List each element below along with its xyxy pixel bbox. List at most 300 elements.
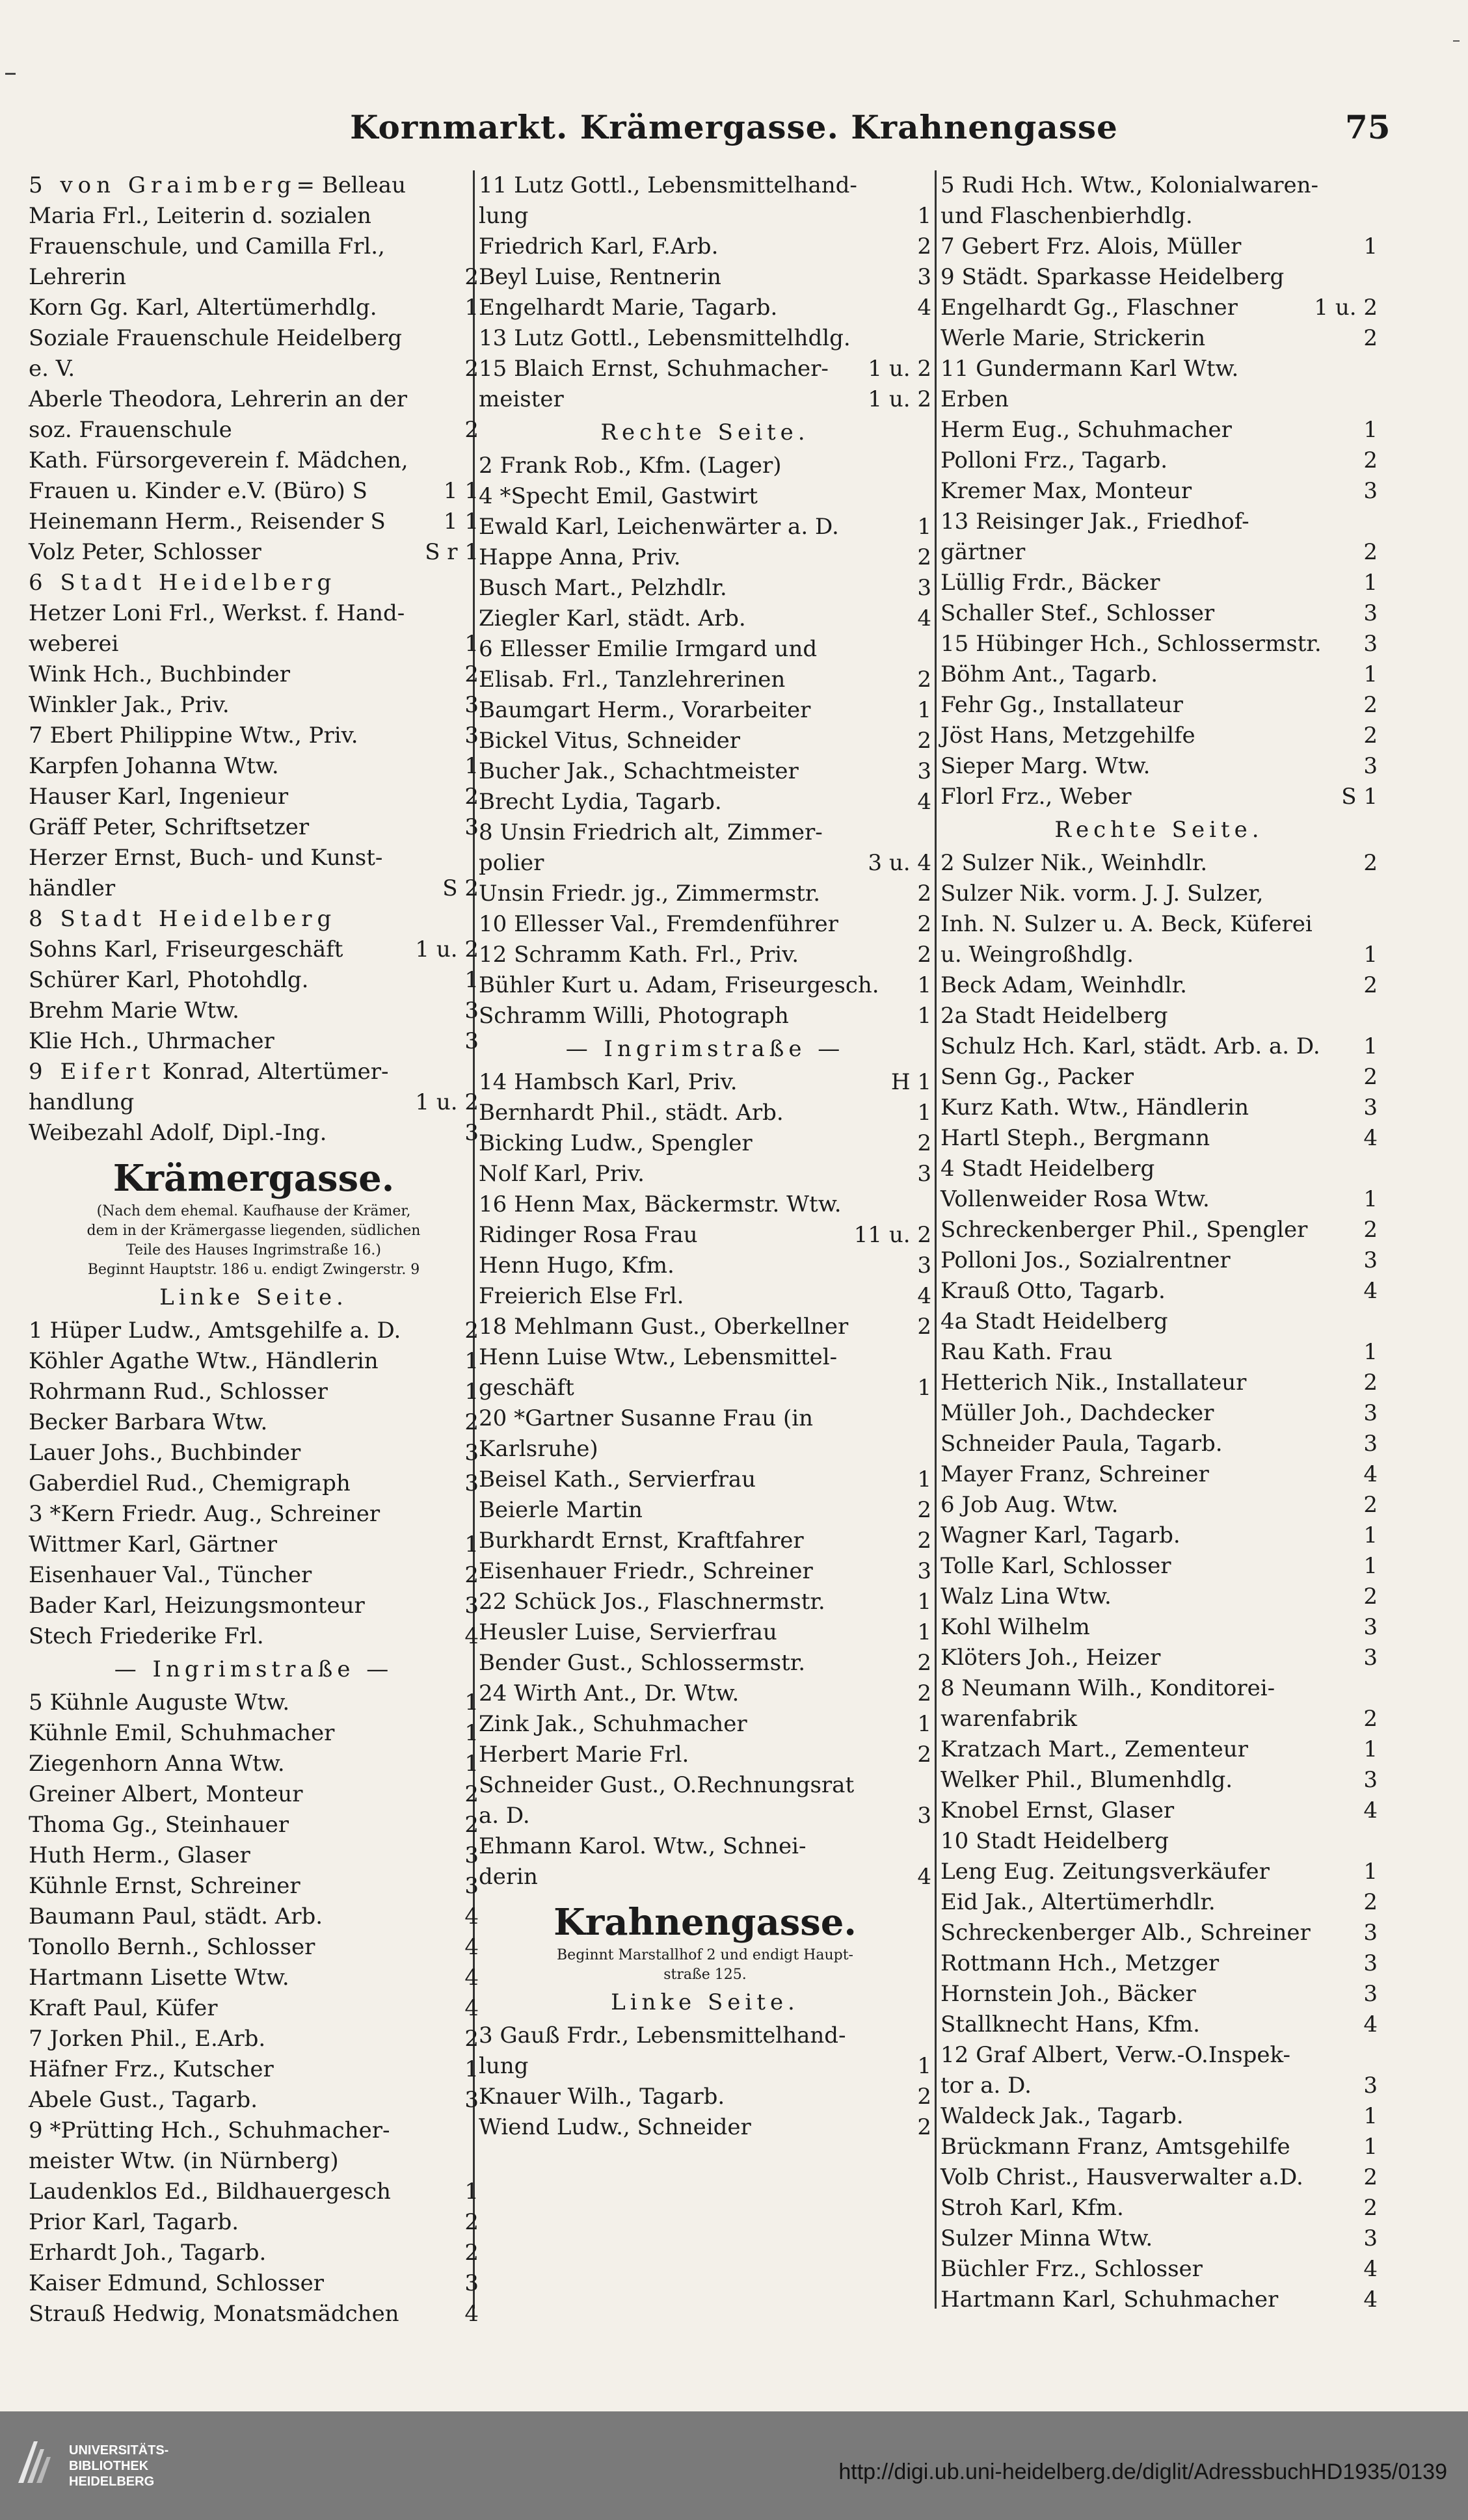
floor-number: 1 bbox=[464, 2179, 479, 2205]
entry-text: 13 Reisinger Jak., Friedhof- bbox=[941, 509, 1249, 535]
directory-entry bbox=[941, 1887, 1378, 1918]
floor-number: 3 bbox=[1363, 1920, 1378, 1946]
entry-text: 15 Hübinger Hch., Schlossermstr. bbox=[941, 631, 1322, 657]
entry-text: Kurz Kath. Wtw., Händlerin bbox=[941, 1094, 1249, 1121]
entry-text: 3 Gauß Frdr., Lebensmittelhand- bbox=[479, 2023, 846, 2049]
directory-entry bbox=[29, 1057, 479, 1087]
entry-text: Sulzer Nik. vorm. J. J. Sulzer, bbox=[941, 881, 1264, 907]
entry-text: Vollenweider Rosa Wtw. bbox=[941, 1186, 1210, 1212]
directory-entry bbox=[941, 970, 1378, 1001]
corner-mark bbox=[1453, 40, 1460, 47]
directory-entry bbox=[941, 690, 1378, 721]
floor-number: 1 bbox=[1363, 1522, 1378, 1548]
directory-entry bbox=[941, 415, 1378, 445]
entry-text: Becker Barbara Wtw. bbox=[29, 1409, 268, 1435]
directory-entry bbox=[941, 1704, 1378, 1734]
floor-number: 2 bbox=[917, 1314, 931, 1340]
floor-number: 2 bbox=[464, 264, 479, 290]
entry-text: Winkler Jak., Priv. bbox=[29, 692, 230, 718]
floor-number: 2 bbox=[464, 2209, 479, 2235]
entry-text: 13 Lutz Gottl., Lebensmittelhdlg. bbox=[479, 325, 851, 351]
directory-entry bbox=[941, 354, 1378, 384]
floor-number: 2 bbox=[1363, 2195, 1378, 2221]
entry-text: Werle Marie, Strickerin bbox=[941, 325, 1206, 351]
directory-entry bbox=[479, 1831, 931, 1862]
floor-number: 3 bbox=[464, 1873, 479, 1899]
directory-entry bbox=[941, 1398, 1378, 1429]
page-title: Kornmarkt. Krämergasse. Krahnengasse bbox=[350, 108, 1118, 146]
floor-number: 4 bbox=[917, 1864, 931, 1890]
directory-entry bbox=[941, 2009, 1378, 2040]
floor-number: 4 bbox=[1363, 1278, 1378, 1304]
entry-text: Bühler Kurt u. Adam, Friseurgesch. bbox=[479, 972, 879, 998]
entry-list bbox=[941, 170, 1378, 2315]
directory-entry bbox=[479, 1189, 931, 1220]
column-2 bbox=[479, 170, 931, 2143]
directory-entry bbox=[941, 1459, 1378, 1490]
entry-text: Stech Friederike Frl. bbox=[29, 1623, 264, 1649]
floor-number: 2 bbox=[464, 2026, 479, 2052]
directory-entry bbox=[479, 232, 931, 262]
directory-entry bbox=[479, 726, 931, 756]
entry-text: Hornstein Joh., Bäcker bbox=[941, 1981, 1196, 2007]
directory-entry bbox=[29, 2177, 479, 2207]
entry-text: Hetterich Nik., Installateur bbox=[941, 1370, 1247, 1396]
directory-entry bbox=[479, 1220, 931, 1251]
street-note: (Nach dem ehemal. Kaufhause der Krämer, bbox=[96, 1203, 411, 1219]
entry-text: Kühnle Emil, Schuhmacher bbox=[29, 1720, 335, 1746]
entry-text: 2 Frank Rob., Kfm. (Lager) bbox=[479, 453, 782, 479]
floor-number: 3 bbox=[464, 1470, 479, 1496]
directory-entry bbox=[29, 1902, 479, 1932]
floor-number: 1 bbox=[1363, 661, 1378, 687]
directory-entry bbox=[29, 690, 479, 721]
directory-entry bbox=[29, 1621, 479, 1652]
directory-entry bbox=[29, 2054, 479, 2085]
directory-entry bbox=[941, 1734, 1378, 1765]
directory-entry bbox=[941, 201, 1378, 232]
floor-number: 2 bbox=[464, 417, 479, 443]
entry-text: Heinemann Herm., Reisender S bbox=[29, 509, 386, 535]
floor-number: 2 bbox=[1363, 1706, 1378, 1732]
floor-number: 3 bbox=[1363, 1094, 1378, 1121]
entry-text: soz. Frauenschule bbox=[29, 417, 232, 443]
floor-number: 2 bbox=[917, 667, 931, 693]
entry-text: Busch Mart., Pelzhdlr. bbox=[479, 575, 727, 601]
entry-text: Krauß Otto, Tagarb. bbox=[941, 1278, 1166, 1304]
directory-entry bbox=[29, 507, 479, 537]
floor-number: 3 bbox=[917, 1161, 931, 1187]
entry-text: tor a. D. bbox=[941, 2073, 1032, 2099]
entry-text: Fehr Gg., Installateur bbox=[941, 692, 1183, 718]
entry-text: Herm Eug., Schuhmacher bbox=[941, 417, 1232, 443]
floor-number: 2 bbox=[464, 1781, 479, 1807]
directory-entry bbox=[479, 1001, 931, 1031]
entry-text: 1 Hüper Ludw., Amtsgehilfe a. D. bbox=[29, 1318, 401, 1344]
directory-entry bbox=[941, 1643, 1378, 1673]
floor-number: 2 bbox=[1363, 1370, 1378, 1396]
entry-text: 5 Kühnle Auguste Wtw. bbox=[29, 1690, 290, 1716]
floor-number: 2 bbox=[1363, 2164, 1378, 2190]
directory-entry bbox=[479, 940, 931, 970]
entry-text: Rau Kath. Frau bbox=[941, 1339, 1113, 1365]
floor-number: 2 bbox=[1363, 1492, 1378, 1518]
directory-entry bbox=[479, 1281, 931, 1312]
directory-entry bbox=[941, 1918, 1378, 1948]
directory-entry bbox=[941, 659, 1378, 690]
entry-text: Brecht Lydia, Tagarb. bbox=[479, 789, 722, 815]
directory-entry bbox=[479, 1526, 931, 1556]
directory-entry bbox=[29, 1993, 479, 2024]
directory-entry bbox=[941, 262, 1378, 293]
entry-text: Ziegler Karl, städt. Arb. bbox=[479, 605, 746, 631]
floor-number: 3 bbox=[917, 758, 931, 784]
entry-text: Schneider Gust., O.Rechnungsrat bbox=[479, 1772, 855, 1798]
entry-text: derin bbox=[479, 1864, 538, 1890]
directory-entry bbox=[29, 1026, 479, 1057]
entry-text: a. D. bbox=[479, 1803, 530, 1829]
entry-text: Schreckenberger Alb., Schreiner bbox=[941, 1920, 1311, 1946]
cross-street-divider: — Ingrimstraße — bbox=[565, 1036, 845, 1062]
directory-entry bbox=[29, 996, 479, 1026]
entry-text: Büchler Frz., Schlosser bbox=[941, 2256, 1203, 2282]
entry-text: Florl Frz., Weber bbox=[941, 784, 1132, 810]
directory-entry bbox=[479, 1709, 931, 1740]
margin-mark bbox=[5, 73, 16, 75]
entry-text: Bickel Vitus, Schneider bbox=[479, 728, 741, 754]
floor-number: 3 bbox=[917, 264, 931, 290]
entry-text: Kratzach Mart., Zementeur bbox=[941, 1736, 1248, 1762]
entry-text: Brückmann Franz, Amtsgehilfe bbox=[941, 2134, 1290, 2160]
entry-text: Korn Gg. Karl, Altertümerhdlg. bbox=[29, 295, 377, 321]
directory-entry bbox=[479, 2082, 931, 2112]
entry-text: Sieper Marg. Wtw. bbox=[941, 753, 1151, 779]
floor-number: 3 bbox=[1363, 1247, 1378, 1273]
entry-text: Kremer Max, Monteur bbox=[941, 478, 1192, 504]
floor-number: 1 bbox=[1363, 2134, 1378, 2160]
house-heading: 6 Stadt Heidelberg bbox=[29, 570, 337, 596]
floor-number: 3 bbox=[464, 1120, 479, 1146]
page-number: 75 bbox=[1345, 108, 1391, 146]
entry-text: Gaberdiel Rud., Chemigraph bbox=[29, 1470, 351, 1496]
library-name-line: HEIDELBERG bbox=[69, 2474, 155, 2489]
directory-entry bbox=[29, 537, 479, 568]
directory-entry bbox=[479, 1465, 931, 1495]
entry-text: 4a Stadt Heidelberg bbox=[941, 1308, 1168, 1334]
directory-entry bbox=[29, 1346, 479, 1377]
directory-entry bbox=[29, 812, 479, 843]
floor-number: 4 bbox=[464, 1965, 479, 1991]
entry-text: Beisel Kath., Servierfrau bbox=[479, 1466, 756, 1492]
entry-text: 7 Jorken Phil., E.Arb. bbox=[29, 2026, 266, 2052]
floor-number: 3 bbox=[1363, 2073, 1378, 2099]
entry-text: Ehmann Karol. Wtw., Schnei- bbox=[479, 1833, 807, 1859]
floor-number: 3 bbox=[464, 1440, 479, 1466]
floor-number: 4 bbox=[464, 1995, 479, 2021]
directory-entry bbox=[941, 323, 1378, 354]
directory-entry bbox=[29, 323, 479, 354]
library-logo-icon bbox=[14, 2437, 55, 2488]
directory-entry bbox=[29, 1438, 479, 1468]
entry-text: Sulzer Minna Wtw. bbox=[941, 2225, 1153, 2251]
entry-text: Prior Karl, Tagarb. bbox=[29, 2209, 239, 2235]
directory-entry bbox=[29, 935, 479, 965]
floor-number: 3 bbox=[464, 1028, 479, 1054]
floor-number: 2 bbox=[1363, 447, 1378, 473]
floor-number: 3 bbox=[1363, 1981, 1378, 2007]
entry-text: Kraft Paul, Küfer bbox=[29, 1995, 218, 2021]
directory-entry bbox=[29, 904, 479, 935]
floor-number: 1 1 bbox=[443, 509, 479, 535]
directory-entry bbox=[29, 1810, 479, 1840]
floor-number: 3 bbox=[1363, 631, 1378, 657]
floor-number: 2 bbox=[917, 233, 931, 259]
floor-number: 1 bbox=[1363, 1033, 1378, 1059]
floor-number: 1 bbox=[917, 1003, 931, 1029]
floor-number: 3 bbox=[464, 1593, 479, 1619]
directory-entry bbox=[29, 782, 479, 812]
entry-text: 9 *Prütting Hch., Schuhmacher- bbox=[29, 2117, 390, 2143]
floor-number: 1 bbox=[1363, 1859, 1378, 1885]
directory-entry bbox=[29, 1749, 479, 1779]
directory-entry bbox=[479, 909, 931, 940]
street-heading-krahnengasse: Krahnengasse. bbox=[554, 1901, 857, 1944]
directory-entry bbox=[479, 1159, 931, 1189]
entry-text: 7 Ebert Philippine Wtw., Priv. bbox=[29, 723, 358, 749]
entry-text: Zink Jak., Schuhmacher bbox=[479, 1711, 747, 1737]
directory-entry bbox=[941, 879, 1378, 909]
floor-number: 1 bbox=[917, 1100, 931, 1126]
floor-number: 4 bbox=[1363, 1125, 1378, 1151]
entry-text: Karlsruhe) bbox=[479, 1436, 598, 1462]
directory-entry bbox=[941, 1123, 1378, 1154]
floor-number: 1 bbox=[464, 1348, 479, 1374]
floor-number: 4 bbox=[917, 1283, 931, 1309]
entry-text: händler bbox=[29, 875, 116, 901]
directory-entry bbox=[29, 1840, 479, 1871]
directory-entry bbox=[479, 848, 931, 879]
directory-entry bbox=[29, 1779, 479, 1810]
entry-text: 6 Job Aug. Wtw. bbox=[941, 1492, 1119, 1518]
floor-number: 1 bbox=[853, 1222, 868, 1248]
floor-number: 2 bbox=[1363, 723, 1378, 749]
entry-text: Kühnle Ernst, Schreiner bbox=[29, 1873, 300, 1899]
floor-number: 2 bbox=[1363, 325, 1378, 351]
entry-text: Kath. Fürsorgeverein f. Mädchen, bbox=[29, 447, 408, 473]
directory-entry bbox=[29, 2268, 479, 2299]
directory-entry bbox=[479, 451, 931, 481]
directory-entry bbox=[29, 1316, 479, 1346]
floor-number: 3 bbox=[1363, 1400, 1378, 1426]
entry-list bbox=[29, 1316, 479, 2329]
entry-text: Kaiser Edmund, Schlosser bbox=[29, 2270, 325, 2296]
directory-entry bbox=[29, 1871, 479, 1902]
directory-entry bbox=[941, 1582, 1378, 1612]
entry-text: u. Weingroßhdlg. bbox=[941, 942, 1134, 968]
directory-entry bbox=[941, 629, 1378, 659]
directory-entry bbox=[479, 1556, 931, 1587]
directory-entry bbox=[29, 629, 479, 659]
house-heading: 5 von Graimberg bbox=[29, 172, 297, 198]
entry-text: warenfabrik bbox=[941, 1706, 1077, 1732]
floor-number: 2 bbox=[1363, 1064, 1378, 1090]
column-1 bbox=[29, 170, 479, 2329]
entry-text: Stroh Karl, Kfm. bbox=[941, 2195, 1124, 2221]
floor-number: 2 bbox=[464, 1562, 479, 1588]
entry-text: polier bbox=[479, 850, 544, 876]
entry-list bbox=[29, 170, 479, 1148]
directory-entry bbox=[479, 1587, 931, 1617]
directory-entry bbox=[29, 2238, 479, 2268]
entry-text: Aberle Theodora, Lehrerin an der bbox=[29, 386, 407, 412]
entry-text: Walz Lina Wtw. bbox=[941, 1584, 1112, 1610]
entry-text: Tonollo Bernh., Schlosser bbox=[29, 1934, 315, 1960]
entry-text: Häfner Frz., Kutscher bbox=[29, 2056, 274, 2082]
entry-text: Mayer Franz, Schreiner bbox=[941, 1461, 1209, 1487]
floor-number: 3 bbox=[464, 998, 479, 1024]
source-url-link[interactable]: http://digi.ub.uni-heidelberg.de/diglit/AdressbuchHD1935/0139 bbox=[838, 2460, 1447, 2484]
directory-entry bbox=[29, 843, 479, 873]
directory-entry bbox=[941, 1673, 1378, 1704]
entry-text: 12 Schramm Kath. Frl., Priv. bbox=[479, 942, 799, 968]
directory-entry bbox=[29, 2299, 479, 2329]
directory-entry bbox=[479, 1312, 931, 1342]
entry-text: 12 Graf Albert, Verw.-O.Inspek- bbox=[941, 2042, 1291, 2068]
entry-text: Bicking Ludw., Spengler bbox=[479, 1130, 753, 1156]
entry-text: Baumgart Herm., Vorarbeiter bbox=[479, 697, 811, 723]
entry-text: 8 Neumann Wilh., Konditorei- bbox=[941, 1675, 1275, 1701]
directory-entry bbox=[29, 445, 479, 476]
floor-number: 4 bbox=[464, 1903, 479, 1930]
entry-text: Abele Gust., Tagarb. bbox=[29, 2087, 258, 2113]
directory-entry bbox=[941, 2040, 1378, 2071]
entry-text: weberei bbox=[29, 631, 119, 657]
entry-text: Hartl Steph., Bergmann bbox=[941, 1125, 1210, 1151]
directory-entry bbox=[29, 1407, 479, 1438]
entry-text: 11 Gundermann Karl Wtw. bbox=[941, 356, 1239, 382]
street-note: Beginnt Marstallhof 2 und endigt Haupt- bbox=[557, 1947, 853, 1963]
directory-entry bbox=[941, 1765, 1378, 1796]
directory-entry bbox=[941, 170, 1378, 201]
floor-number: 2 bbox=[917, 1130, 931, 1156]
directory-entry bbox=[479, 1128, 931, 1159]
directory-entry bbox=[941, 2254, 1378, 2285]
entry-text: gärtner bbox=[941, 539, 1026, 565]
floor-number: 3 bbox=[464, 1842, 479, 1868]
entry-text: meister bbox=[479, 386, 564, 412]
directory-entry bbox=[29, 1718, 479, 1749]
entry-text: Müller Joh., Dachdecker bbox=[941, 1400, 1214, 1426]
floor-number: 3 bbox=[464, 723, 479, 749]
floor-number: 3 bbox=[1363, 1645, 1378, 1671]
floor-number: 3 bbox=[464, 692, 479, 718]
floor-number: 1 1 bbox=[443, 478, 479, 504]
directory-entry bbox=[29, 1688, 479, 1718]
entry-text: Elisab. Frl., Tanzlehrerinen bbox=[479, 667, 786, 693]
entry-text: Rottmann Hch., Metzger bbox=[941, 1950, 1220, 1976]
floor-number: 1 u. 2 bbox=[868, 1222, 931, 1248]
directory-entry bbox=[29, 1932, 479, 1963]
floor-number: 2 bbox=[1363, 1584, 1378, 1610]
entry-text: e. V. bbox=[29, 356, 75, 382]
directory-entry bbox=[479, 1770, 931, 1801]
entry-text: handlung bbox=[29, 1089, 135, 1115]
floor-number: 1 bbox=[464, 631, 479, 657]
entry-text: Knobel Ernst, Glaser bbox=[941, 1797, 1175, 1824]
directory-entry bbox=[479, 293, 931, 323]
entry-text: Schreckenberger Phil., Spengler bbox=[941, 1217, 1308, 1243]
house-heading: 9 Eifert bbox=[29, 1059, 155, 1085]
entry-text: Leng Eug. Zeitungsverkäufer bbox=[941, 1859, 1270, 1885]
floor-number: 4 bbox=[1363, 1797, 1378, 1824]
entry-text: 16 Henn Max, Bäckermstr. Wtw. bbox=[479, 1191, 842, 1217]
directory-entry bbox=[941, 2132, 1378, 2162]
directory-entry bbox=[29, 415, 479, 445]
floor-number: 2 bbox=[917, 911, 931, 937]
floor-number: 1 bbox=[917, 1589, 931, 1615]
directory-entry bbox=[29, 1530, 479, 1560]
entry-text: Herbert Marie Frl. bbox=[479, 1742, 689, 1768]
directory-entry bbox=[479, 573, 931, 603]
directory-entry bbox=[29, 598, 479, 629]
entry-text: Bader Karl, Heizungsmonteur bbox=[29, 1593, 365, 1619]
entry-text: Hartmann Lisette Wtw. bbox=[29, 1965, 289, 1991]
floor-number: 1 bbox=[917, 1466, 931, 1492]
entry-text: Heusler Luise, Servierfrau bbox=[479, 1619, 777, 1645]
entry-text: Unsin Friedr. jg., Zimmermstr. bbox=[479, 881, 821, 907]
directory-entry bbox=[941, 1368, 1378, 1398]
directory-entry bbox=[479, 634, 931, 665]
entry-text: meister Wtw. (in Nürnberg) bbox=[29, 2148, 339, 2174]
directory-entry bbox=[941, 1520, 1378, 1551]
directory-entry bbox=[941, 1490, 1378, 1520]
directory-entry bbox=[941, 1062, 1378, 1093]
entry-text: Beck Adam, Weinhdlr. bbox=[941, 972, 1187, 998]
entry-text: Greiner Albert, Monteur bbox=[29, 1781, 303, 1807]
entry-text: Thoma Gg., Steinhauer bbox=[29, 1812, 289, 1838]
floor-number: 3 bbox=[464, 2087, 479, 2113]
entry-text: Bernhardt Phil., städt. Arb. bbox=[479, 1100, 784, 1126]
side-heading: Linke Seite. bbox=[611, 1989, 799, 2015]
directory-entry bbox=[941, 1001, 1378, 1031]
entry-text: Burkhardt Ernst, Kraftfahrer bbox=[479, 1528, 804, 1554]
floor-number: 1 bbox=[464, 1379, 479, 1405]
entry-text: Bender Gust., Schlossermstr. bbox=[479, 1650, 806, 1676]
directory-entry bbox=[479, 354, 931, 384]
directory-entry bbox=[479, 2051, 931, 2082]
entry-text: Henn Luise Wtw., Lebensmittel- bbox=[479, 1344, 838, 1370]
floor-number: S 2 bbox=[442, 875, 479, 901]
side-heading: Rechte Seite. bbox=[1054, 817, 1264, 843]
directory-entry bbox=[29, 568, 479, 598]
entry-text: Nolf Karl, Priv. bbox=[479, 1161, 645, 1187]
directory-entry bbox=[941, 1979, 1378, 2009]
directory-entry bbox=[29, 1118, 479, 1148]
entry-text: Eisenhauer Friedr., Schreiner bbox=[479, 1558, 813, 1584]
entry-text: 24 Wirth Ant., Dr. Wtw. bbox=[479, 1680, 740, 1706]
directory-entry bbox=[941, 848, 1378, 879]
floor-number: 3 bbox=[1363, 753, 1378, 779]
floor-number: 1 bbox=[1363, 233, 1378, 259]
floor-number: 2 bbox=[917, 544, 931, 570]
directory-entry bbox=[29, 1087, 479, 1118]
entry-text: 6 Ellesser Emilie Irmgard und bbox=[479, 636, 818, 662]
entry-text: Beierle Martin bbox=[479, 1497, 643, 1523]
directory-entry bbox=[479, 1251, 931, 1281]
floor-number: 1 bbox=[917, 697, 931, 723]
directory-entry bbox=[941, 1551, 1378, 1582]
directory-entry bbox=[941, 1245, 1378, 1276]
